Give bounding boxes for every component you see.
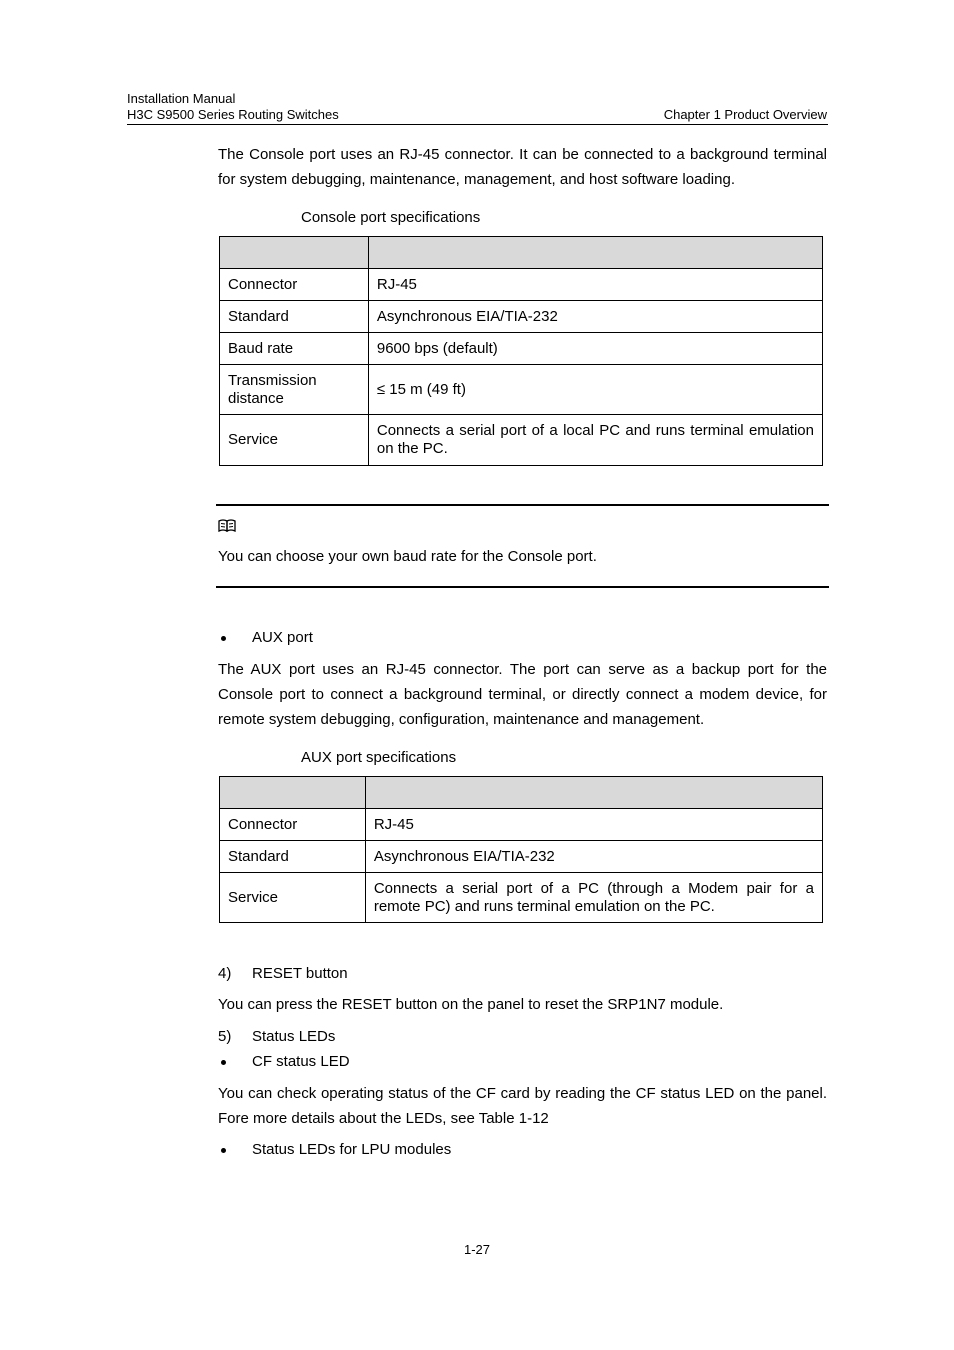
chapter-title: Chapter 1 Product Overview xyxy=(663,107,827,122)
row-value: ≤ 15 m (49 ft) xyxy=(368,365,822,415)
header-rule xyxy=(127,124,828,125)
cf-led-text: You can check operating status of the CF card by reading the CF status LED on the panel. Fore more details about the LEDs, see Table 1-12 xyxy=(218,1085,827,1127)
leds-number: 5) xyxy=(218,1028,232,1045)
reset-text: You can press the RESET button on the panel to reset the SRP1N7 module. xyxy=(218,996,724,1013)
row-label: Standard xyxy=(220,301,369,333)
row-label: Connector xyxy=(220,269,369,301)
lpu-led-heading: Status LEDs for LPU modules xyxy=(252,1141,452,1158)
row-label: Connector xyxy=(220,809,366,841)
reset-heading: RESET button xyxy=(252,965,348,982)
cf-led-heading: CF status LED xyxy=(252,1053,350,1070)
row-label: Service xyxy=(220,873,366,923)
bullet-icon xyxy=(221,636,226,641)
row-value: RJ-45 xyxy=(365,809,822,841)
table-row xyxy=(220,809,823,841)
row-value: Asynchronous EIA/TIA-232 xyxy=(368,301,822,333)
row-label: Standard xyxy=(220,841,366,873)
table-row xyxy=(220,415,823,466)
console-spec-table xyxy=(219,236,823,466)
page-number: 1-27 xyxy=(463,1242,491,1257)
table-header-row xyxy=(220,237,823,269)
aux-table-caption: AUX port specifications xyxy=(301,749,457,766)
leds-heading: Status LEDs xyxy=(252,1028,336,1045)
console-table-caption: Console port specifications xyxy=(301,209,481,226)
table-header-row xyxy=(220,777,823,809)
row-value: Asynchronous EIA/TIA-232 xyxy=(365,841,822,873)
row-value: Connects a serial port of a local PC and runs terminal emulation on the PC. xyxy=(368,415,822,466)
table-row xyxy=(220,873,823,923)
aux-spec-table xyxy=(219,776,823,923)
console-intro: The Console port uses an RJ-45 connector. It can be connected to a background terminal for system debugging, maintenance, management, and host software loading. xyxy=(218,146,827,188)
row-label: Transmission distance xyxy=(220,365,369,415)
note-text: You can choose your own baud rate for the Console port. xyxy=(218,548,597,565)
aux-intro: The AUX port uses an RJ-45 connector. The port can serve as a backup port for the Console port to connect a background terminal, or directly connect a modem device, for remote system debugging, configuration, maintenance and management. xyxy=(218,661,827,728)
table-row xyxy=(220,365,823,415)
row-label: Service xyxy=(220,415,369,466)
table-row xyxy=(220,333,823,365)
table-row xyxy=(220,301,823,333)
aux-port-heading: AUX port xyxy=(252,629,313,646)
product-title: H3C S9500 Series Routing Switches xyxy=(127,107,339,122)
bullet-icon xyxy=(221,1060,226,1065)
reset-number: 4) xyxy=(218,965,232,982)
note-bottom-rule xyxy=(216,586,829,588)
row-label: Baud rate xyxy=(220,333,369,365)
book-icon xyxy=(218,518,236,533)
table-row xyxy=(220,841,823,873)
bullet-icon xyxy=(221,1148,226,1153)
manual-title: Installation Manual xyxy=(127,91,236,106)
row-value: Connects a serial port of a PC (through a Modem pair for a remote PC) and runs terminal emulation on the PC. xyxy=(365,873,822,923)
table-row xyxy=(220,269,823,301)
note-top-rule xyxy=(216,504,829,506)
row-value: 9600 bps (default) xyxy=(368,333,822,365)
row-value: RJ-45 xyxy=(368,269,822,301)
